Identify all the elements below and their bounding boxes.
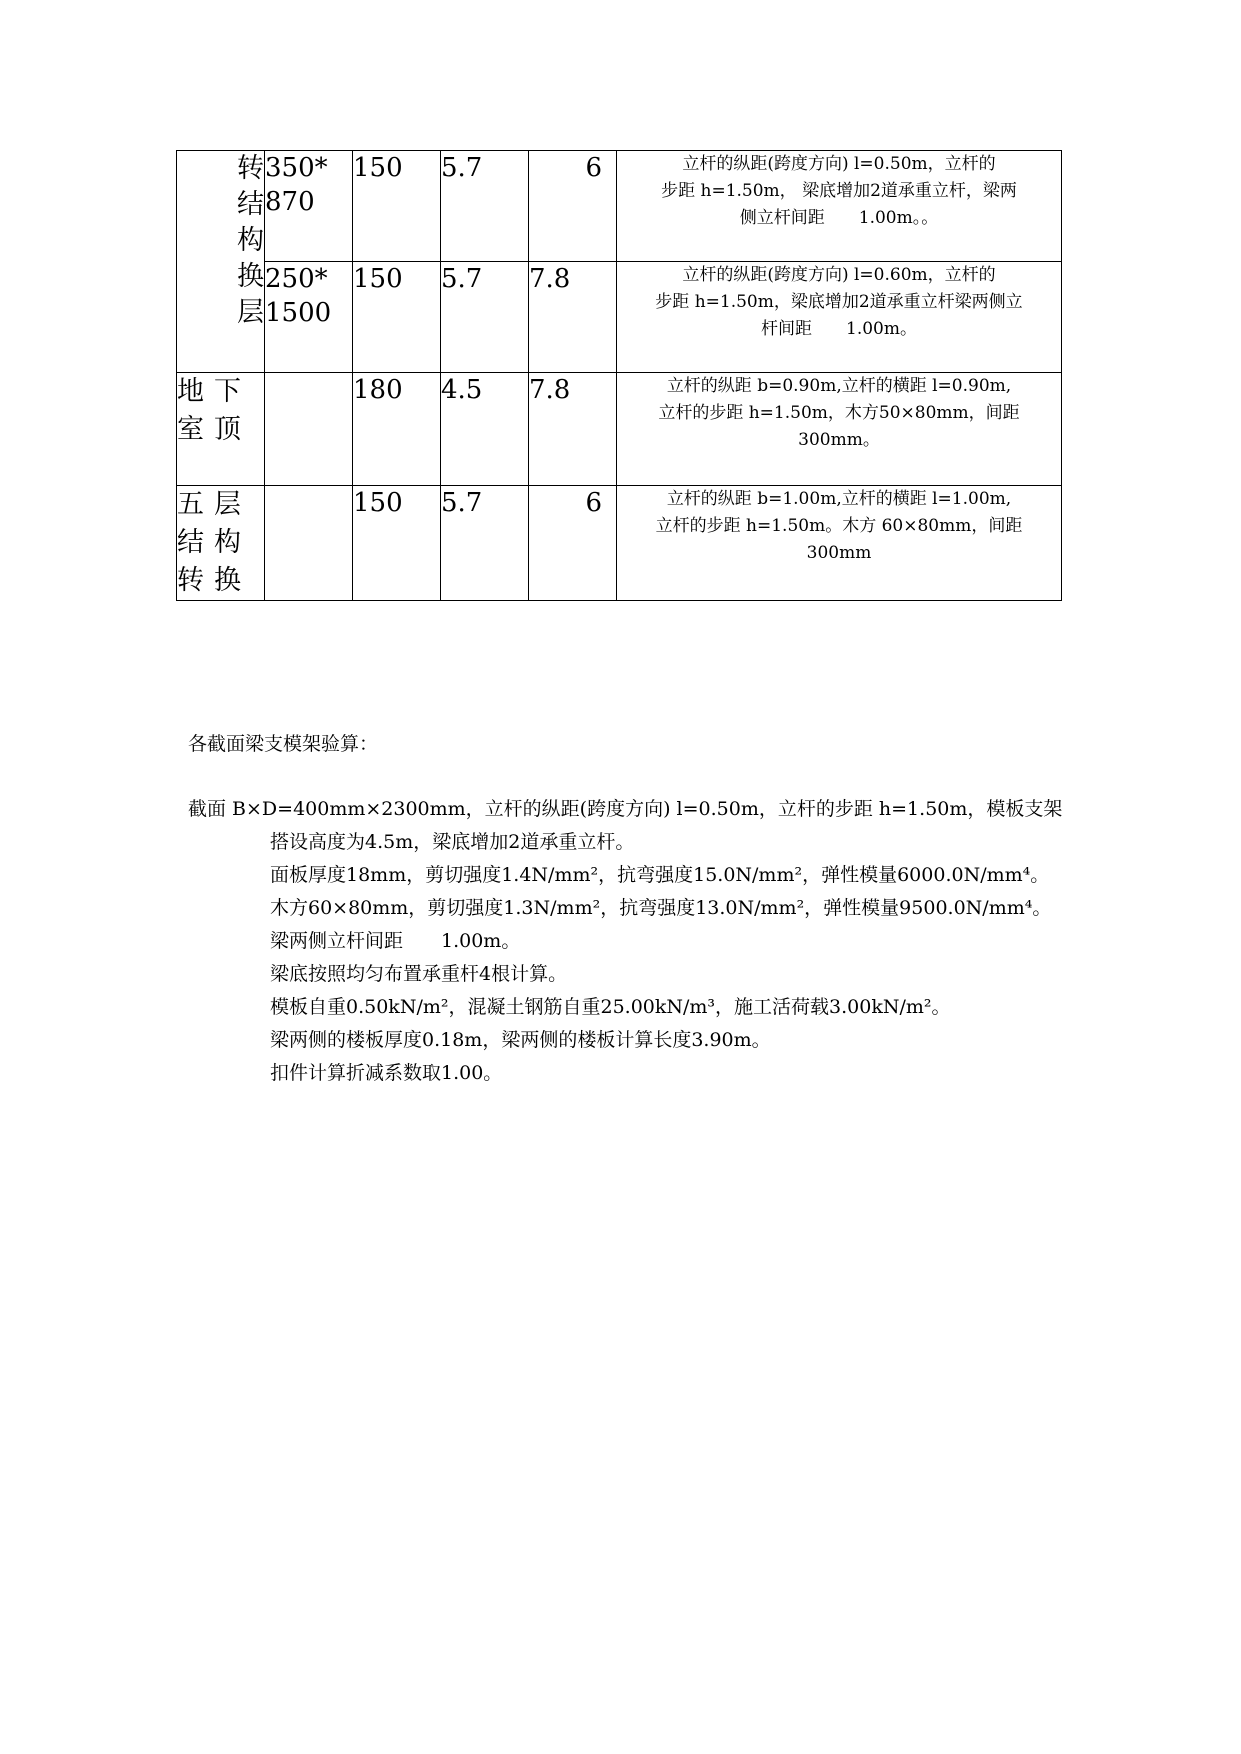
height-cell: 4.5 <box>441 373 529 486</box>
label-char: 结 <box>237 189 264 220</box>
height-cell: 5.7 <box>441 486 529 601</box>
location-label-cell: 地下 室顶 <box>177 373 265 486</box>
label-char: 换 <box>237 261 264 292</box>
support-spec-table <box>176 150 1062 601</box>
label-char: 转 <box>237 153 264 184</box>
paragraph-line: 梁两侧立杆间距 1.00m。 <box>270 930 521 952</box>
slab-thickness-cell: 150 <box>353 151 441 262</box>
paragraph-line: 面板厚度18mm，剪切强度1.4N/mm²，抗弯强度15.0N/mm²，弹性模量6000.0N/mm⁴。 <box>270 864 1050 886</box>
section-size-cell: 250* 1500 <box>265 262 353 373</box>
paragraph-line: 扣件计算折减系数取1.00。 <box>270 1062 503 1084</box>
paragraph-line: 木方60×80mm，剪切强度1.3N/mm²，抗弯强度13.0N/mm²，弹性模量9500.0N/mm⁴。 <box>270 897 1052 919</box>
height-cell: 5.7 <box>441 151 529 262</box>
table-row <box>177 262 1062 373</box>
paragraph-line: 梁两侧的楼板厚度0.18m，梁两侧的楼板计算长度3.90m。 <box>270 1029 771 1051</box>
calculation-section <box>188 728 1068 1090</box>
value-cell: 7.8 <box>529 262 617 373</box>
paragraph-line: 搭设高度为4.5m，梁底增加2道承重立杆。 <box>270 831 635 853</box>
section-size-cell <box>265 373 353 486</box>
value-cell: 6 <box>529 151 617 262</box>
table-row <box>177 486 1062 601</box>
value-cell: 6 <box>529 486 617 601</box>
merged-label-cell <box>177 151 265 373</box>
paragraph-line: 截面 B×D=400mm×2300mm，立杆的纵距(跨度方向) l=0.50m，立杆的步距 h=1.50m，模板支架 <box>188 798 1063 820</box>
value-cell: 7.8 <box>529 373 617 486</box>
paragraph-line: 模板自重0.50kN/m²，混凝土钢筋自重25.00kN/m³，施工活荷载3.00kN/m²。 <box>270 996 951 1018</box>
section-size-cell: 350* 870 <box>265 151 353 262</box>
location-label-cell: 五层 结构 转换 <box>177 486 265 601</box>
height-cell: 5.7 <box>441 262 529 373</box>
description-cell: 立杆的纵距(跨度方向) l=0.60m，立杆的 步距 h=1.50m，梁底增加2道承重立杆梁两侧立 杆间距 1.00m。 <box>617 262 1062 373</box>
slab-thickness-cell: 150 <box>353 262 441 373</box>
description-cell: 立杆的纵距 b=0.90m,立杆的横距 l=0.90m, 立杆的步距 h=1.50m，木方50×80mm，间距 300mm。 <box>617 373 1062 486</box>
label-char: 层 <box>237 297 264 328</box>
table-row <box>177 373 1062 486</box>
label-char: 构 <box>237 225 264 256</box>
slab-thickness-cell: 180 <box>353 373 441 486</box>
description-cell: 立杆的纵距 b=1.00m,立杆的横距 l=1.00m, 立杆的步距 h=1.50m。木方 60×80mm，间距 300mm <box>617 486 1062 601</box>
table-row <box>177 151 1062 262</box>
section-heading: 各截面梁支模架验算： <box>188 733 379 755</box>
section-size-cell <box>265 486 353 601</box>
description-cell: 立杆的纵距(跨度方向) l=0.50m，立杆的 步距 h=1.50m， 梁底增加2道承重立杆，梁两 侧立杆间距 1.00m。。 <box>617 151 1062 262</box>
slab-thickness-cell: 150 <box>353 486 441 601</box>
paragraph-line: 梁底按照均匀布置承重杆4根计算。 <box>270 963 568 985</box>
